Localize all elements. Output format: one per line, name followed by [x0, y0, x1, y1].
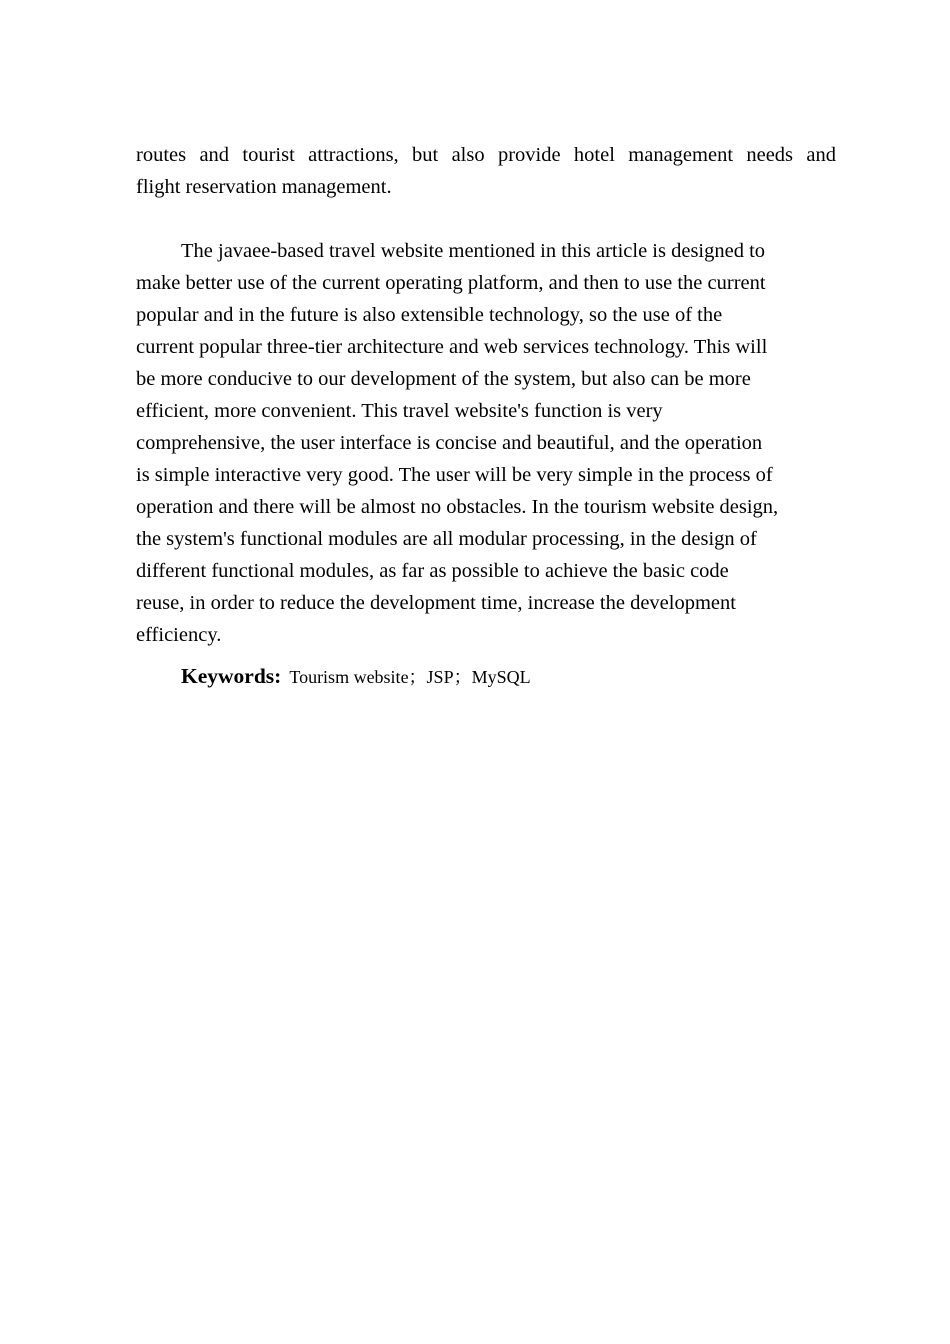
abstract-paragraph [136, 235, 836, 651]
paragraph-line: different functional modules, as far as possible to achieve the basic code [136, 560, 729, 582]
paragraph-line: The javaee-based travel website mentioned in this article is designed to [181, 240, 766, 262]
paragraph-line: routes and tourist attractions, but also provide hotel management needs and [136, 144, 836, 166]
paragraph-line: reuse, in order to reduce the development time, increase the development [136, 592, 736, 614]
paragraph-line: flight reservation management. [136, 176, 392, 198]
paragraph-line: comprehensive, the user interface is concise and beautiful, and the operation [136, 432, 763, 454]
keywords-line [181, 660, 531, 695]
paragraph-line: the system's functional modules are all modular processing, in the design of [136, 528, 757, 550]
paragraph-line: is simple interactive very good. The user will be very simple in the process of [136, 464, 773, 486]
paragraph-line: popular and in the future is also extensible technology, so the use of the [136, 304, 723, 326]
paragraph-line: make better use of the current operating platform, and then to use the current [136, 272, 766, 294]
paragraph-line: efficiency. [136, 624, 222, 646]
paragraph-line: efficient, more convenient. This travel website's function is very [136, 400, 663, 422]
continued-paragraph [136, 139, 836, 203]
keywords-label: Keywords: [181, 664, 282, 688]
paragraph-line: operation and there will be almost no obstacles. In the tourism website design, [136, 496, 779, 518]
paragraph-line: current popular three-tier architecture and web services technology. This will [136, 336, 768, 358]
paragraph-line: be more conducive to our development of the system, but also can be more [136, 368, 751, 390]
keywords-values: Tourism website；JSP；MySQL [289, 667, 531, 687]
